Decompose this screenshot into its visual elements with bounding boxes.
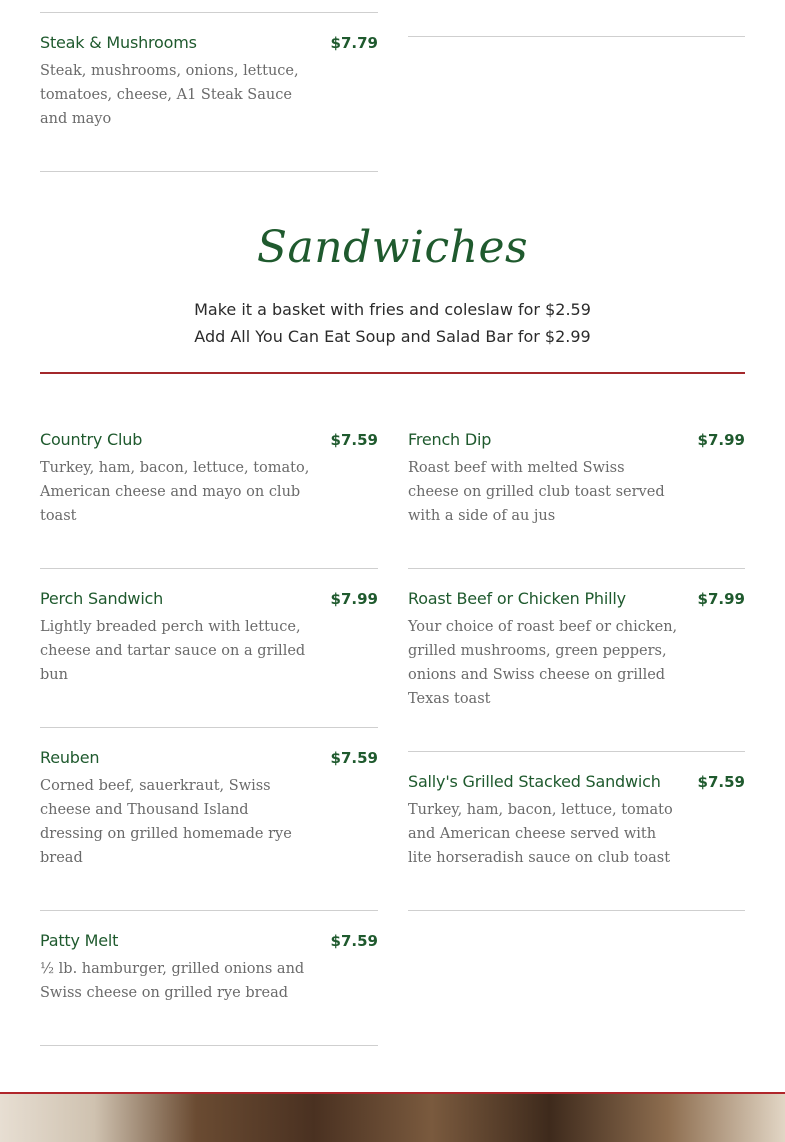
divider xyxy=(408,751,745,752)
menu-item xyxy=(40,589,378,687)
item-desc: Turkey, ham, bacon, lettuce, tomato, American cheese and mayo on club toast xyxy=(40,460,310,524)
divider xyxy=(40,910,378,911)
item-desc: Turkey, ham, bacon, lettuce, tomato and American cheese served with lite horseradish sauce on club toast xyxy=(408,802,673,866)
item-name: Patty Melt xyxy=(40,931,119,950)
divider xyxy=(40,727,378,728)
divider xyxy=(408,36,745,37)
right-menu-column xyxy=(408,430,745,911)
item-price: $7.99 xyxy=(697,431,745,449)
menu-item xyxy=(40,430,378,528)
divider xyxy=(40,1045,378,1046)
item-desc: ½ lb. hamburger, grilled onions and Swiss cheese on grilled rye bread xyxy=(40,961,305,1001)
item-desc: Roast beef with melted Swiss cheese on grilled club toast served with a side of au jus xyxy=(408,460,665,524)
footer-photo xyxy=(0,1094,785,1142)
item-name: Sally's Grilled Stacked Sandwich xyxy=(408,772,661,791)
item-price: $7.99 xyxy=(330,590,378,608)
divider xyxy=(40,12,378,13)
item-price: $7.59 xyxy=(330,749,378,767)
item-name: French Dip xyxy=(408,430,492,449)
item-name: Country Club xyxy=(40,430,143,449)
item-name: Steak & Mushrooms xyxy=(40,33,197,52)
menu-item xyxy=(40,33,378,131)
top-left-column xyxy=(40,12,378,172)
menu-item xyxy=(40,748,378,870)
item-price: $7.99 xyxy=(697,590,745,608)
menu-item xyxy=(408,589,745,711)
left-menu-column xyxy=(40,430,378,1046)
section-note: Make it a basket with fries and coleslaw for $2.59 xyxy=(194,300,591,319)
item-price: $7.59 xyxy=(330,932,378,950)
menu-item xyxy=(408,772,745,870)
item-desc: Lightly breaded perch with lettuce, cheese and tartar sauce on a grilled bun xyxy=(40,619,306,683)
item-price: $7.59 xyxy=(697,773,745,791)
item-price: $7.79 xyxy=(330,34,378,52)
menu-item xyxy=(40,931,378,1005)
divider xyxy=(408,910,745,911)
item-name: Reuben xyxy=(40,748,100,767)
divider xyxy=(408,568,745,569)
item-name: Roast Beef or Chicken Philly xyxy=(408,589,626,608)
section-note: Add All You Can Eat Soup and Salad Bar for $2.99 xyxy=(194,327,591,346)
item-name: Perch Sandwich xyxy=(40,589,164,608)
item-price: $7.59 xyxy=(330,431,378,449)
item-desc: Your choice of roast beef or chicken, grilled mushrooms, green peppers, onions and Swiss cheese on grilled Texas toast xyxy=(408,619,678,707)
divider xyxy=(40,171,378,172)
section-title: Sandwiches xyxy=(256,222,529,273)
menu-item xyxy=(408,430,745,528)
item-desc: Corned beef, sauerkraut, Swiss cheese and Thousand Island dressing on grilled homemade rye bread xyxy=(40,778,292,866)
section-divider xyxy=(40,372,745,374)
top-right-column xyxy=(408,36,745,37)
item-desc: Steak, mushrooms, onions, lettuce, tomatoes, cheese, A1 Steak Sauce and mayo xyxy=(40,63,299,127)
divider xyxy=(40,568,378,569)
